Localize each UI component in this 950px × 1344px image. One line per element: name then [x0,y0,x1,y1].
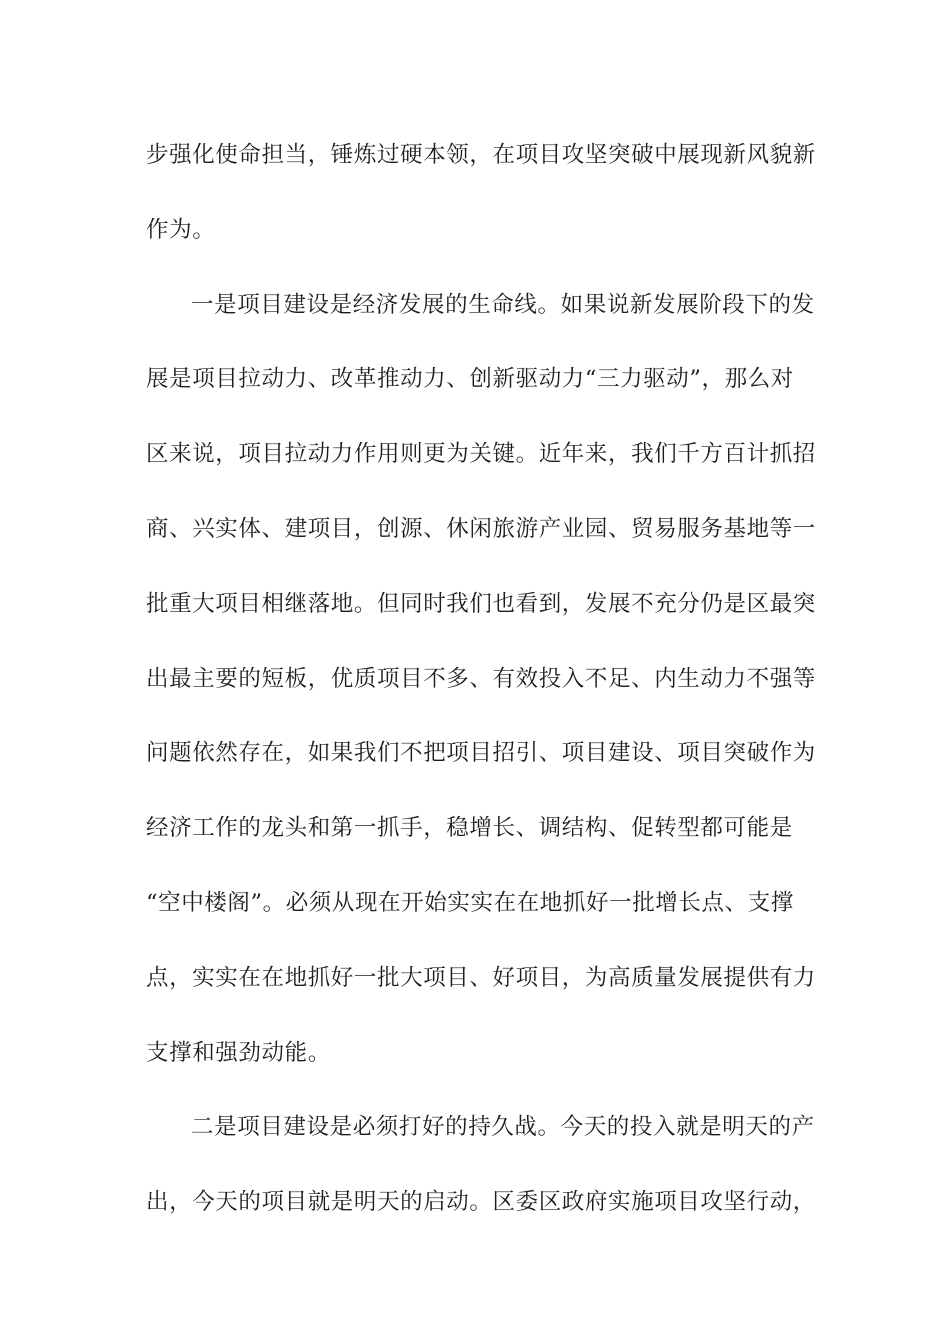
text-line: 步强化使命担当，锤炼过硬本领，在项目攻坚突破中展现新风貌新 [146,142,816,168]
text-line: 支撑和强劲动能。 [146,1039,331,1066]
paragraph-protracted-battle [146,1090,816,1240]
text-line: 点，实实在在地抓好一批大项目、好项目，为高质量发展提供有力 [146,964,816,991]
text-line: “空中楼阁”。必须从现在开始实实在在地抓好一批增长点、支撑 [146,889,794,916]
document-body [146,118,816,1240]
text-line: 经济工作的龙头和第一抓手，稳增长、调结构、促转型都可能是 [146,815,793,842]
text-line: 出最主要的短板，优质项目不多、有效投入不足、内生动力不强等 [146,665,816,692]
text-line: 区来说，项目拉动力作用则更为关键。近年来，我们千方百计抓招 [146,441,816,468]
paragraph-continuation [146,118,816,268]
text-line: 一是项目建设是经济发展的生命线。如果说新发展阶段下的发 [191,291,815,318]
text-line: 商、兴实体、建项目，创源、休闲旅游产业园、贸易服务基地等一 [146,515,816,542]
text-line: 问题依然存在，如果我们不把项目招引、项目建设、项目突破作为 [146,740,816,767]
text-line: 批重大项目相继落地。但同时我们也看到，发展不充分仍是区最突 [146,590,816,617]
text-line: 出，今天的项目就是明天的启动。区委区政府实施项目攻坚行动， [146,1189,816,1216]
text-line: 展是项目拉动力、改革推动力、创新驱动力“三力驱动”，那么对 [146,366,794,393]
paragraph-project-lifeline [146,268,816,1091]
text-line: 二是项目建设是必须打好的持久战。今天的投入就是明天的产 [191,1114,815,1141]
text-line: 作为。 [146,216,216,243]
